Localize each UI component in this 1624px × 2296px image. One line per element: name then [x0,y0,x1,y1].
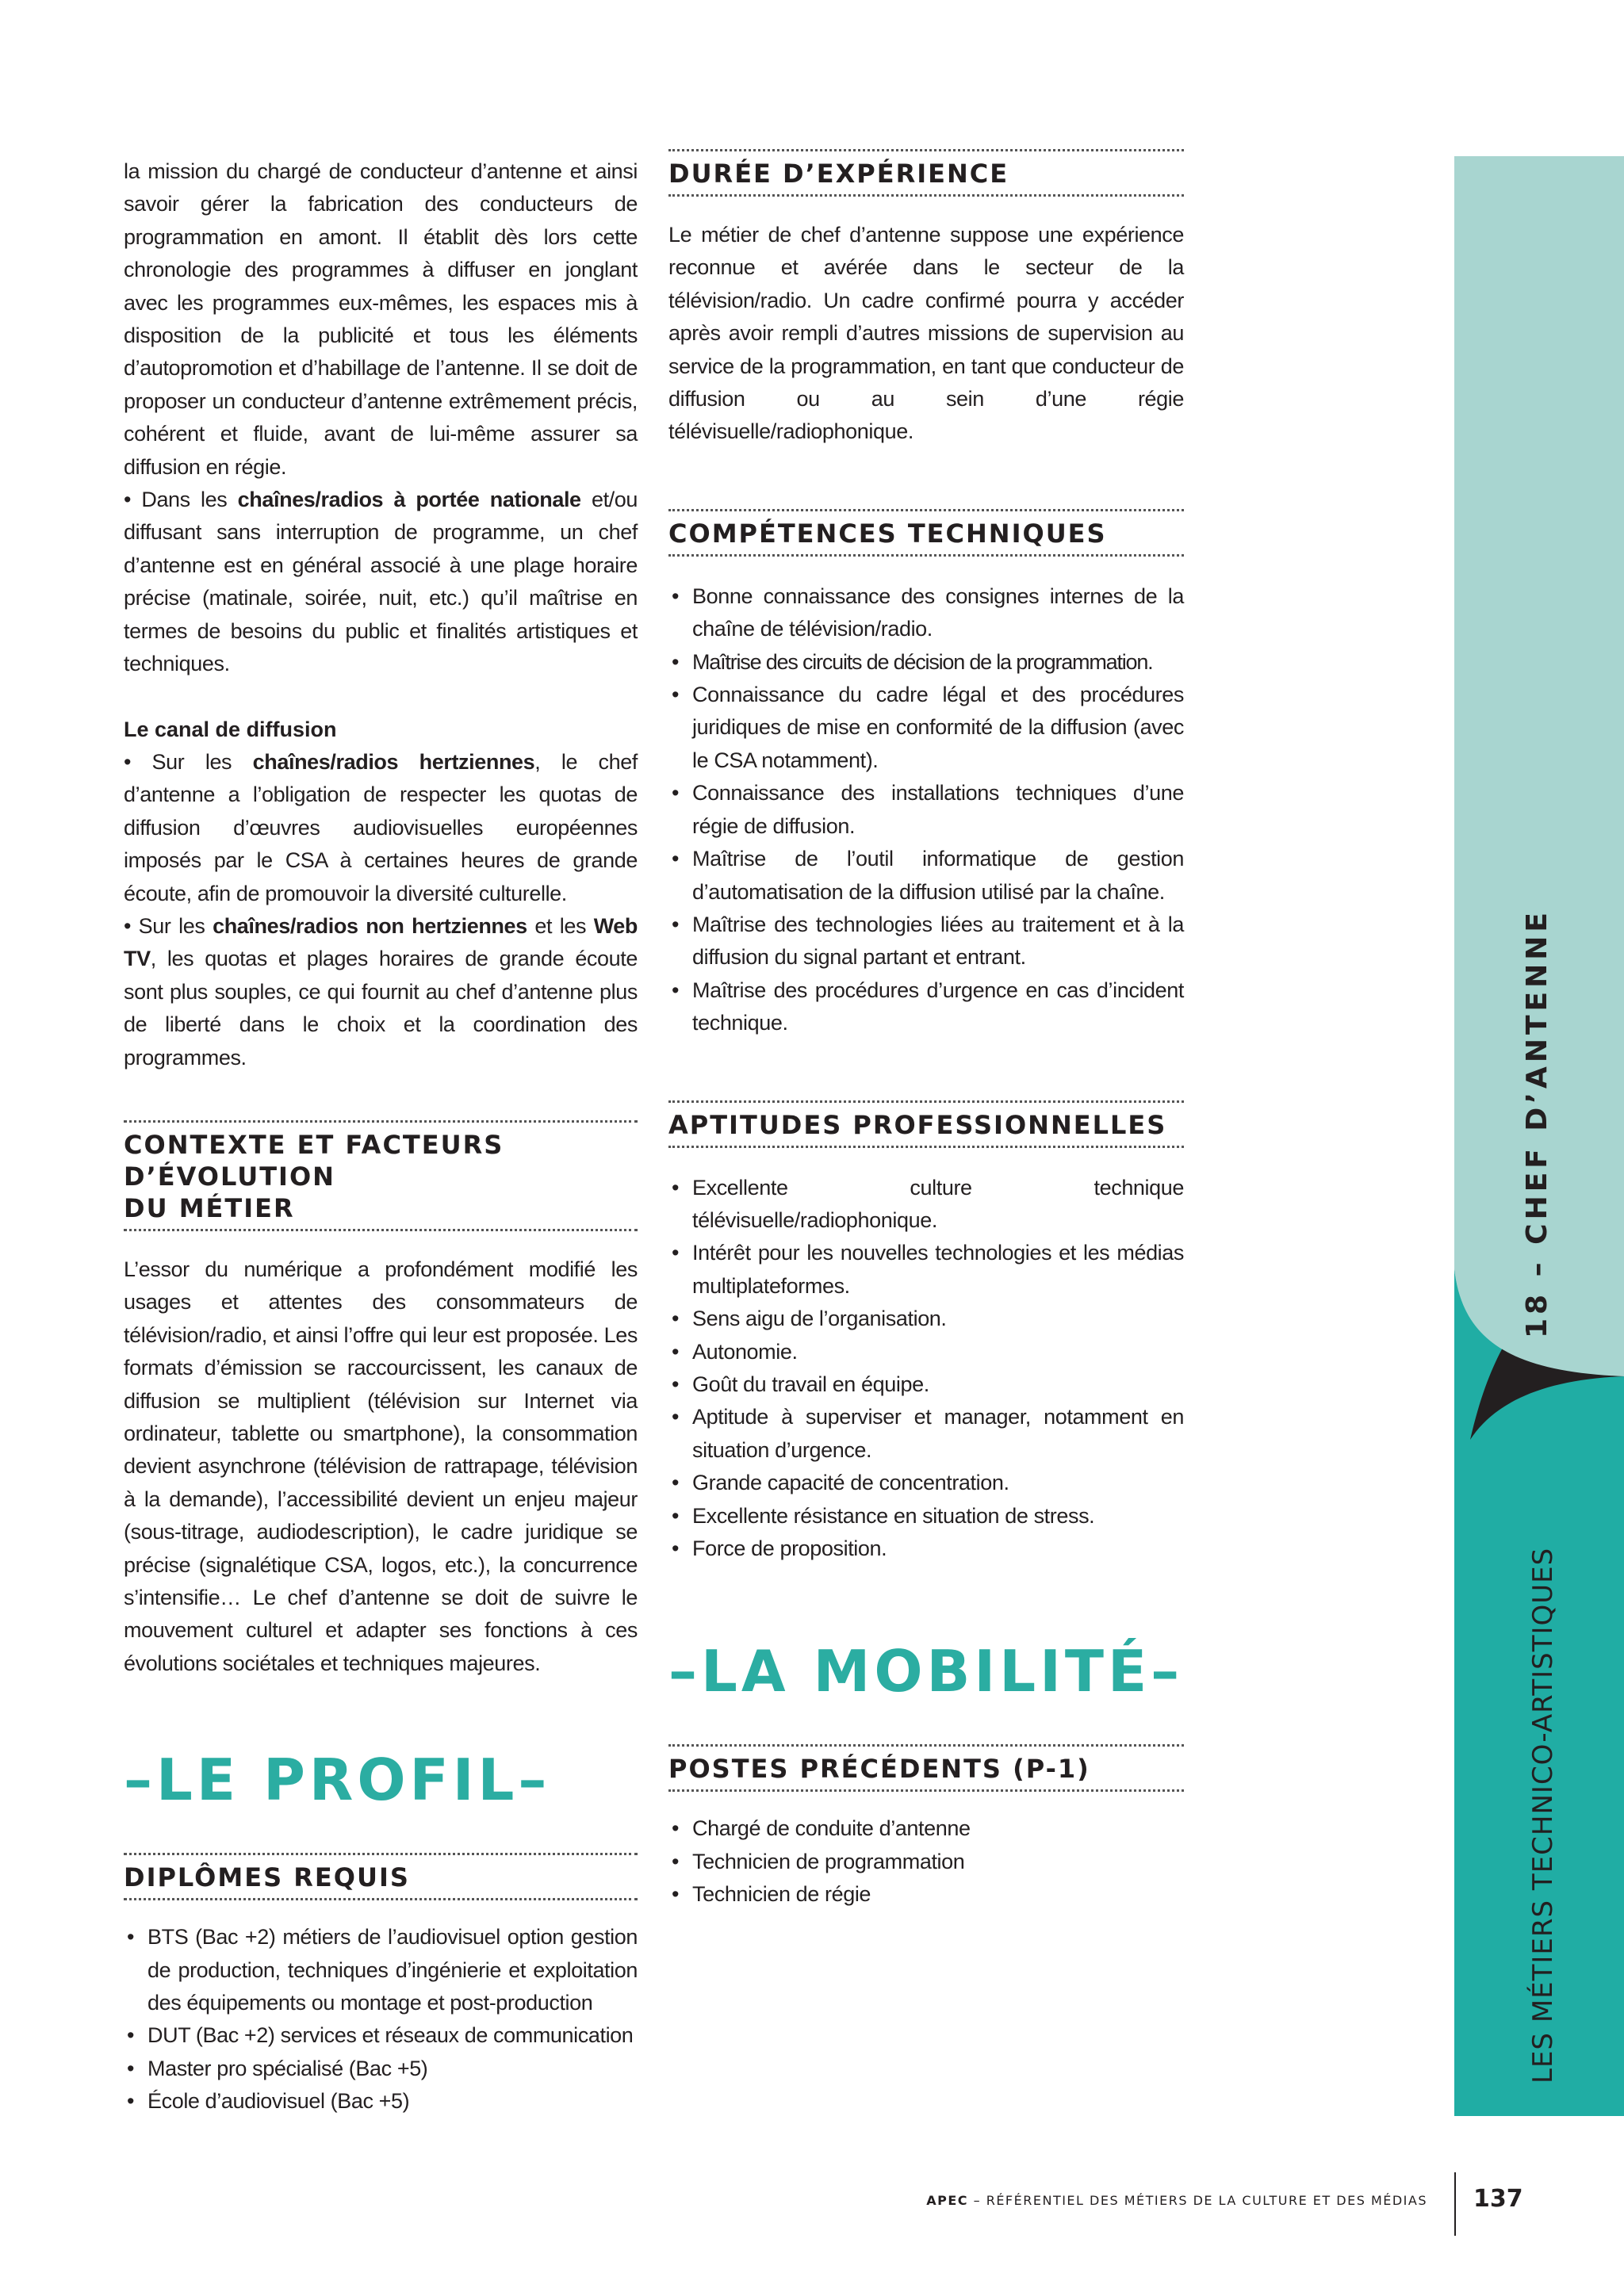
competences-list [668,580,1184,1040]
aptitudes-title: APTITUDES PROFESSIONNELLES [668,1109,1167,1140]
aptitudes-section-header [668,1100,1184,1148]
postes-title: POSTES PRÉCÉDENTS (P-1) [668,1754,1090,1785]
competences-title: COMPÉTENCES TECHNIQUES [668,518,1107,549]
profil-title: –LE PROFIL– [124,1747,551,1814]
footer-brand: APEC [926,2193,969,2208]
list-item: • Force de proposition. [668,1533,1184,1565]
footer-divider [1454,2172,1456,2236]
national-bold: chaînes/radios à portée nationale [237,488,581,512]
diplomes-title: DIPLÔMES REQUIS [124,1862,410,1893]
duree-section-header [668,149,1184,197]
footer-text: – RÉFÉRENTIEL DES MÉTIERS DE LA CULTURE ET DES MÉDIAS [968,2193,1427,2208]
category-vertical: LES MÉTIERS TECHNICO-ARTISTIQUES [1527,1547,1559,2084]
duree-paragraph: Le métier de chef d’antenne suppose une expérience reconnue et avérée dans le secteur de la télévision/radio. Un cadre confirmé pourra y accéder après avoir rempli d’autres missions de supervision au service de la programmation, en tant que conducteur de diffusion ou au sein d’une régie télévisuelle/radiophonique. [668,223,1184,444]
list-item: • DUT (Bac +2) services et réseaux de communication [124,2019,638,2052]
list-item: • Excellente culture technique télévisuelle/radiophonique. [668,1172,1184,1238]
list-item: • Sens aigu de l’organisation. [668,1303,1184,1335]
footer [793,2193,1427,2208]
left-column [124,155,638,2118]
nonhertz-paragraph [124,910,638,1074]
list-item: • Technicien de programmation [668,1846,1184,1878]
nonhertz-bold2: Web TV [124,913,638,971]
list-item: • Aptitude à superviser et manager, notamment en situation d’urgence. [668,1401,1184,1467]
list-item: • Maîtrise des circuits de décision de la programmation. [668,646,1184,679]
context-paragraph: L’essor du numérique a profondément modifié les usages et attentes des consommateurs de télévision/radio, et ainsi l’offre qui leur est proposée. Les formats d’émission se raccourcissent, les canaux de diffusion se multiplient (télévision sur Internet via ordinateur, tablette ou smartphone), la consommation devient asynchrone (télévision de rattrapage, télévision à la demande), l’accessibilité devient un enjeu majeur (sous-titrage, audiodescription), le cadre juridique se précise (signalétique CSA, logos, etc.), la concurrence s’intensifie… Le chef d’antenne se doit de suivre le mouvement culturel et adapter ses fonctions à ces évolutions sociétales et techniques majeures. [124,1257,638,1675]
postes-list [668,1812,1184,1911]
diplomes-section-header [124,1853,638,1900]
job-title-vertical: 18 – CHEF D’ANTENNE [1521,909,1553,1338]
list-item: • Connaissance des installations techniques d’une régie de diffusion. [668,777,1184,843]
national-rest: et/ou diffusant sans interruption de programme, un chef d’antenne est en général associé à une plage horaire précise (matinale, soirée, nuit, etc.) qu’il maîtrise en termes de besoins du public et finalités artistiques et techniques. [124,488,638,676]
list-item: • Maîtrise de l’outil informatique de gestion d’automatisation de la diffusion utilisé par la chaîne. [668,843,1184,909]
national-paragraph [124,484,638,680]
list-item: • Master pro spécialisé (Bac +5) [124,2053,638,2085]
list-item: • Connaissance du cadre légal et des procédures juridiques de mise en conformité de la diffusion (avec le CSA notamment). [668,679,1184,777]
list-item: • Autonomie. [668,1336,1184,1368]
context-section-header [124,1120,638,1231]
national-prefix: • Dans les [124,488,238,512]
hertz-bold: chaînes/radios hertziennes [252,749,535,774]
list-item: • Technicien de régie [668,1878,1184,1911]
context-title-line1: CONTEXTE ET FACTEURS D’ÉVOLUTION [124,1129,504,1192]
list-item: • Maîtrise des technologies liées au traitement et à la diffusion du signal partant et entrant. [668,909,1184,974]
list-item: • Excellente résistance en situation de stress. [668,1500,1184,1533]
list-item: • Chargé de conduite d’antenne [668,1812,1184,1845]
aptitudes-list [668,1172,1184,1566]
page-number: 137 [1473,2185,1523,2213]
nonhertz-rest: , les quotas et plages horaires de grande écoute sont plus souples, ce qui fournit au chef d’antenne plus de liberté dans le choix et la coordination des programmes. [124,947,638,1070]
list-item: • École d’audiovisuel (Bac +5) [124,2085,638,2118]
hertz-paragraph [124,746,638,910]
nonhertz-prefix: • Sur les [124,913,213,938]
duree-title: DURÉE D’EXPÉRIENCE [668,159,1009,189]
postes-section-header [668,1744,1184,1792]
list-item: • Maîtrise des procédures d’urgence en cas d’incident technique. [668,974,1184,1040]
list-item: • Grande capacité de concentration. [668,1467,1184,1499]
competences-section-header [668,509,1184,557]
list-item: • Goût du travail en équipe. [668,1368,1184,1401]
list-item: • Intérêt pour les nouvelles technologies et les médias multiplateformes. [668,1237,1184,1303]
list-item: • Bonne connaissance des consignes internes de la chaîne de télévision/radio. [668,580,1184,646]
nonhertz-bold: chaînes/radios non hertziennes [213,913,527,938]
canal-heading: Le canal de diffusion [124,717,337,741]
nonhertz-mid: et les [527,913,594,938]
hertz-rest: , le chef d’antenne a l’obligation de respecter les quotas de diffusion d’œuvres audiovisuelles européennes imposés par le CSA à certaines heures de grande écoute, afin de promouvoir la diversité culturelle. [124,749,638,905]
mobilite-title: –LA MOBILITÉ– [668,1638,1184,1705]
list-item: • BTS (Bac +2) métiers de l’audiovisuel option gestion de production, techniques d’ingénierie et exploitation des équipements ou montage et post-production [124,1921,638,2019]
hertz-prefix: • Sur les [124,749,253,774]
diplomes-list [124,1921,638,2118]
right-column [668,149,1184,1911]
intro-paragraph: la mission du chargé de conducteur d’antenne et ainsi savoir gérer la fabrication des conducteurs de programmation en amont. Il établit dès lors cette chronologie des programmes à diffuser en jonglant avec les programmes eux-mêmes, les espaces mis à disposition de la publicité et tous les éléments d’autopromotion et d’habillage de l’antenne. Il se doit de proposer un conducteur d’antenne extrêmement précis, cohérent et fluide, avant de lui-même assurer sa diffusion en régie. [124,159,638,479]
context-title-line2: DU MÉTIER [124,1192,295,1223]
